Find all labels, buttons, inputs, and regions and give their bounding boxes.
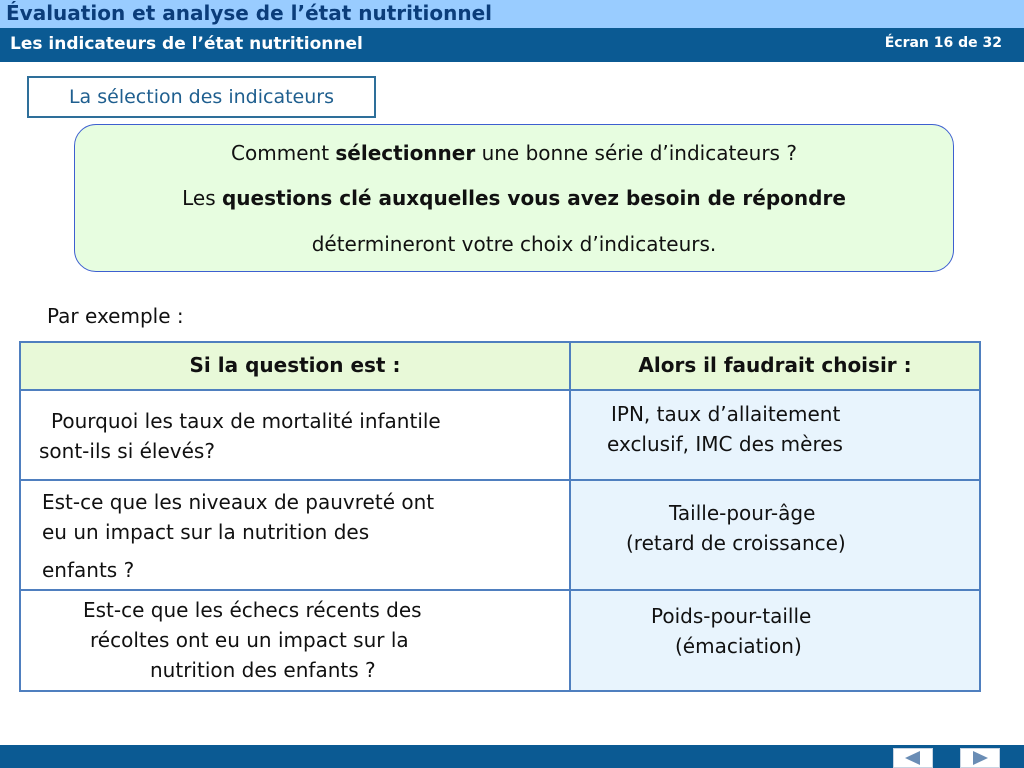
intro-line-1 [75,141,953,165]
question-cell [21,591,571,690]
table-header-row [21,343,979,391]
footer-bar [0,745,1024,768]
example-label: Par exemple : [47,304,184,328]
lesson-title-bar [0,28,1024,62]
intro-line-1-post: une bonne série d’indicateurs ? [475,141,797,165]
table-row [21,481,979,591]
indicator-cell [571,391,979,479]
intro-line-1-bold: sélectionner [335,141,476,165]
indicator-line: IPN, taux d’allaitement [611,402,841,426]
course-title-bar [0,0,1024,28]
question-line: récoltes ont eu un impact sur la [90,628,409,652]
table-row [21,391,979,481]
next-screen-button[interactable] [960,748,1000,768]
question-line: Est-ce que les niveaux de pauvreté ont [42,490,435,514]
question-cell [21,481,571,589]
lesson-title: Les indicateurs de l’état nutritionnel [10,34,363,54]
question-line: enfants ? [42,558,135,582]
intro-line-2 [75,186,953,210]
arrow-left-icon [894,749,932,767]
question-line: sont-ils si élevés? [39,439,215,463]
indicator-line: Poids-pour-taille [651,604,812,628]
intro-line-1-pre: Comment [231,141,336,165]
indicator-table [19,341,981,692]
table-row [21,591,979,690]
indicator-cell [571,591,979,690]
indicator-cell [571,481,979,589]
course-title: Évaluation et analyse de l’état nutritionnel [6,1,493,25]
question-line: Est-ce que les échecs récents des [83,598,422,622]
table-header-choice: Alors il faudrait choisir : [638,353,912,377]
table-header-question: Si la question est : [21,343,571,389]
section-label: La sélection des indicateurs [27,76,376,118]
intro-line-3: détermineront votre choix d’indicateurs. [311,232,717,256]
indicator-line: exclusif, IMC des mères [607,432,843,456]
question-line: eu un impact sur la nutrition des [42,520,370,544]
arrow-right-icon [961,749,999,767]
previous-screen-button[interactable] [893,748,933,768]
question-cell [21,391,571,479]
question-line: nutrition des enfants ? [150,658,376,682]
question-line: Pourquoi les taux de mortalité infantile [51,409,441,433]
screen-counter: Écran 16 de 32 [884,35,1002,51]
intro-line-2-bold: questions clé auxquelles vous avez besoin de répondre [221,186,846,210]
indicator-line: (retard de croissance) [626,531,846,555]
intro-line-2-pre: Les [182,186,222,210]
intro-box [74,124,954,272]
indicator-line: Taille-pour-âge [669,501,816,525]
indicator-line: (émaciation) [675,634,802,658]
